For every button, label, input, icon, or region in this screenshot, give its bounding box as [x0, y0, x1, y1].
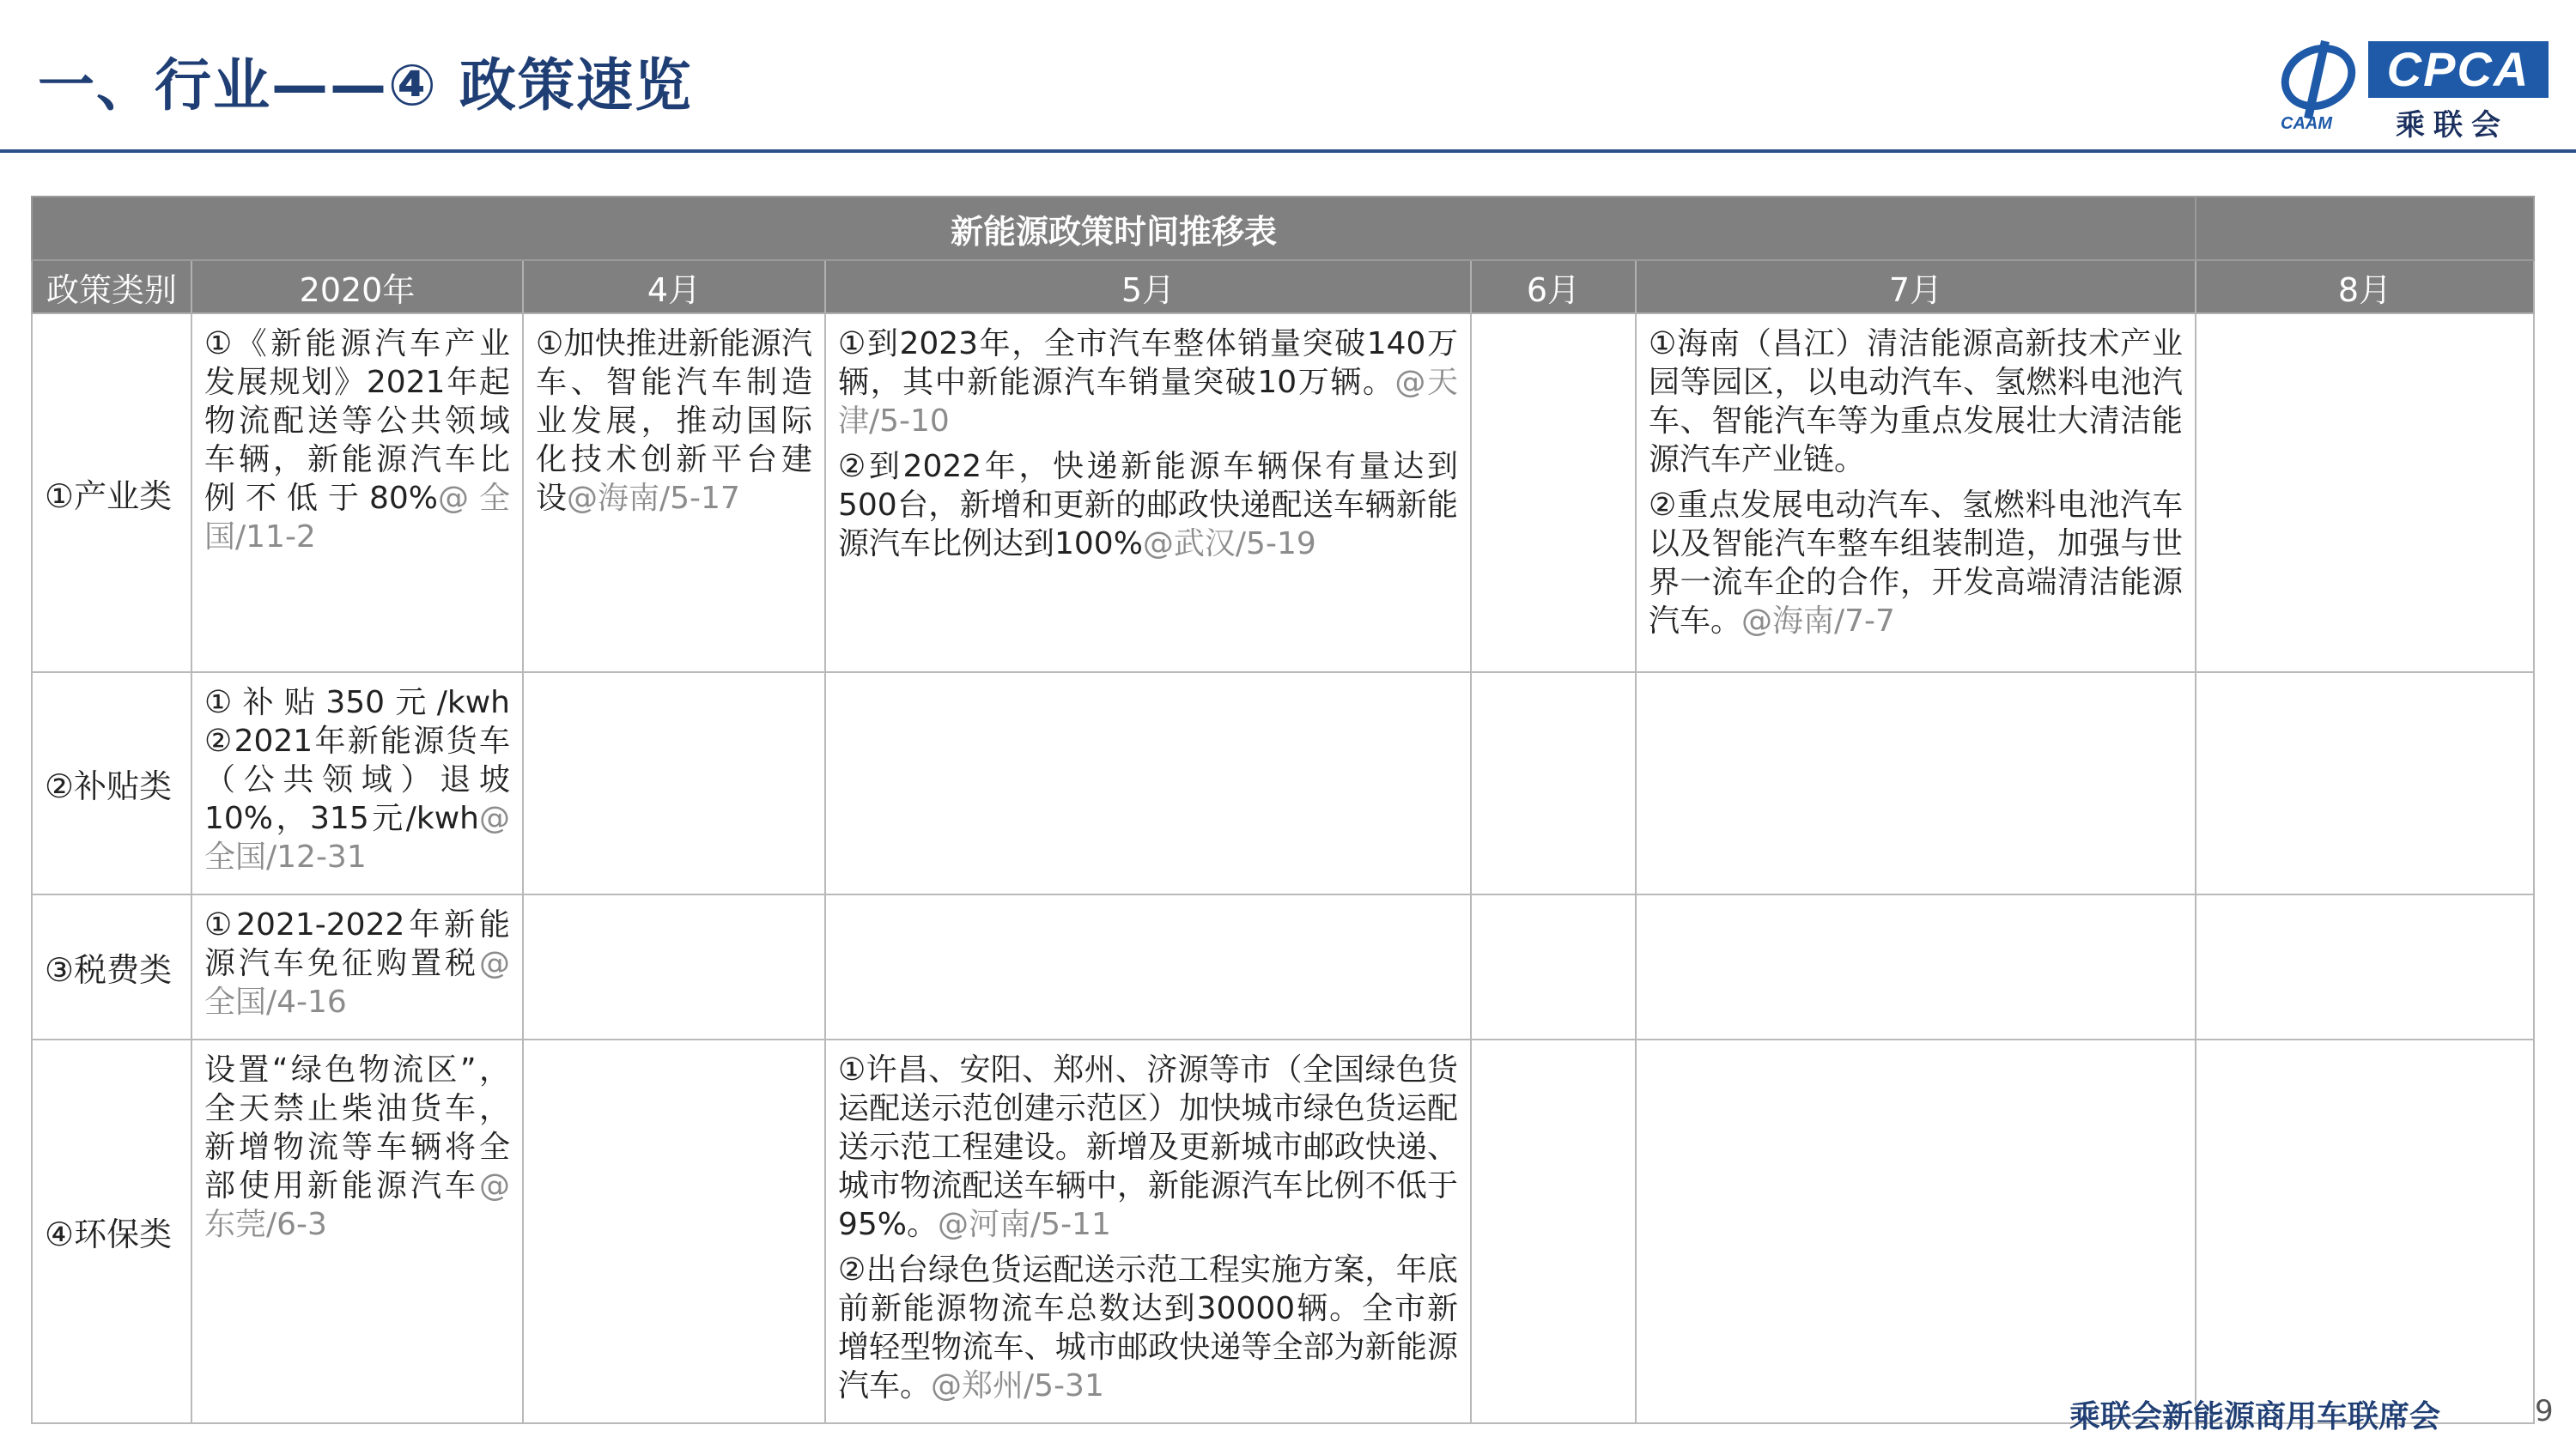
policy-cell — [1471, 672, 1636, 894]
policy-cell — [523, 672, 825, 894]
policy-cell — [2196, 672, 2534, 894]
policy-text: ②出台绿色货运配送示范工程实施方案，年底前新能源物流车总数达到30000辆。全市新增轻型物流车、城市邮政快递等全部为新能源汽车。 — [838, 1252, 1458, 1404]
caam-logo-icon — [2274, 33, 2368, 134]
policy-text: ①到2023年，全市汽车整体销量突破140万辆，其中新能源汽车销量突破10万辆。 — [838, 326, 1458, 400]
policy-source: @郑州/5-31 — [931, 1368, 1104, 1404]
policy-text: ①加快推进新能源汽车、智能汽车制造业发展，推动国际化技术创新平台建设 — [536, 326, 812, 516]
cpca-wordmark: CPCA — [2368, 41, 2549, 98]
header-divider — [0, 149, 2576, 153]
policy-text: ①海南（昌江）清洁能源高新技术产业园等园区，以电动汽车、氢燃料电池汽车、智能汽车等为重点发展壮大清洁能源汽车产业链。 — [1649, 326, 2184, 477]
policy-source: @海南/5-17 — [567, 481, 740, 516]
policy-source: @全国/11-2 — [204, 481, 510, 555]
policy-cell — [2196, 313, 2534, 672]
caam-text: CAAM — [2281, 114, 2332, 133]
policy-source: @天津/5-10 — [838, 365, 1458, 439]
policy-text: ①许昌、安阳、郑州、济源等市（全国绿色货运配送示范创建示范区）加快城市绿色货运配送示范工程建设。新增及更新城市邮政快递、城市物流配送车辆中，新能源汽车比例不低于95%。 — [838, 1052, 1458, 1242]
cpca-chinese-name: 乘联会 — [2396, 108, 2509, 142]
policy-entry — [204, 324, 510, 556]
policy-source: @全国/12-31 — [204, 801, 510, 875]
policy-text: 设置“绿色物流区”，全天禁止柴油货车，新增物流等车辆将全部使用新能源汽车 — [204, 1052, 510, 1203]
column-header: 政策类别 — [32, 260, 191, 313]
policy-category: ④环保类 — [32, 1040, 191, 1423]
policy-text: ①《新能源汽车产业发展规划》2021年起物流配送等公共领域车辆，新能源汽车比例不低于80% — [204, 326, 510, 516]
policy-text: ①2021-2022年新能源汽车免征购置税 — [204, 907, 510, 981]
policy-category: ②补贴类 — [32, 672, 191, 894]
policy-cell — [825, 672, 1471, 894]
table-row — [32, 1040, 2534, 1423]
table-row — [32, 672, 2534, 894]
policy-cell — [825, 1040, 1471, 1423]
policy-cell — [191, 672, 523, 894]
policy-category: ③税费类 — [32, 894, 191, 1040]
policy-entry — [536, 324, 812, 518]
footer-org: 乘联会新能源商用车联席会 — [2069, 1399, 2441, 1434]
policy-timeline-table — [31, 196, 2535, 1424]
page-number: 9 — [2535, 1394, 2554, 1428]
policy-cell — [191, 1040, 523, 1423]
policy-cell — [1636, 313, 2196, 672]
policy-cell — [1636, 894, 2196, 1040]
policy-cell — [2196, 1040, 2534, 1423]
policy-entry — [1649, 324, 2183, 479]
policy-text: ②重点发展电动汽车、氢燃料电池汽车以及智能汽车整车组装制造，加强与世界一流车企的合作，开发高端清洁能源汽车。 — [1649, 488, 2184, 639]
policy-cell — [1471, 313, 1636, 672]
policy-entry — [1649, 486, 2183, 640]
column-header: 2020年 — [191, 260, 523, 313]
policy-cell — [191, 313, 523, 672]
policy-cell — [825, 894, 1471, 1040]
table-body — [32, 313, 2534, 1423]
policy-cell — [1471, 894, 1636, 1040]
table-title-blank — [2196, 197, 2534, 260]
policy-entry — [204, 906, 510, 1022]
table-row — [32, 894, 2534, 1040]
policy-cell — [1636, 672, 2196, 894]
cpca-logo — [2267, 26, 2559, 142]
policy-entry — [838, 447, 1458, 563]
policy-cell — [191, 894, 523, 1040]
policy-entry — [838, 1051, 1458, 1244]
policy-entry — [204, 1051, 510, 1244]
column-header: 4月 — [523, 260, 825, 313]
column-header: 6月 — [1471, 260, 1636, 313]
page-title: 一、行业——④ 政策速览 — [38, 52, 693, 118]
policy-category: ①产业类 — [32, 313, 191, 672]
policy-cell — [523, 313, 825, 672]
policy-entry — [204, 683, 510, 876]
policy-cell — [523, 894, 825, 1040]
policy-source: @海南/7-7 — [1741, 603, 1895, 639]
policy-source: @东莞/6-3 — [204, 1168, 510, 1242]
policy-cell — [523, 1040, 825, 1423]
policy-cell — [825, 313, 1471, 672]
policy-cell — [2196, 894, 2534, 1040]
column-header: 7月 — [1636, 260, 2196, 313]
policy-source: @全国/4-16 — [204, 946, 510, 1020]
column-header: 5月 — [825, 260, 1471, 313]
policy-source: @武汉/5-19 — [1142, 526, 1316, 561]
policy-source: @河南/5-11 — [938, 1207, 1111, 1242]
policy-text: ①补贴350元/kwh ②2021年新能源货车（公共领域）退坡10%，315元/kwh — [204, 685, 510, 836]
policy-cell — [1636, 1040, 2196, 1423]
table-row — [32, 313, 2534, 672]
policy-cell — [1471, 1040, 1636, 1423]
column-header-row — [32, 260, 2534, 313]
policy-entry — [838, 324, 1458, 440]
column-header: 8月 — [2196, 260, 2534, 313]
table-title: 新能源政策时间推移表 — [32, 197, 2196, 260]
policy-text: ②到2022年，快递新能源车辆保有量达到500台，新增和更新的邮政快递配送车辆新能源汽车比例达到100% — [838, 449, 1458, 561]
policy-entry — [838, 1251, 1458, 1405]
